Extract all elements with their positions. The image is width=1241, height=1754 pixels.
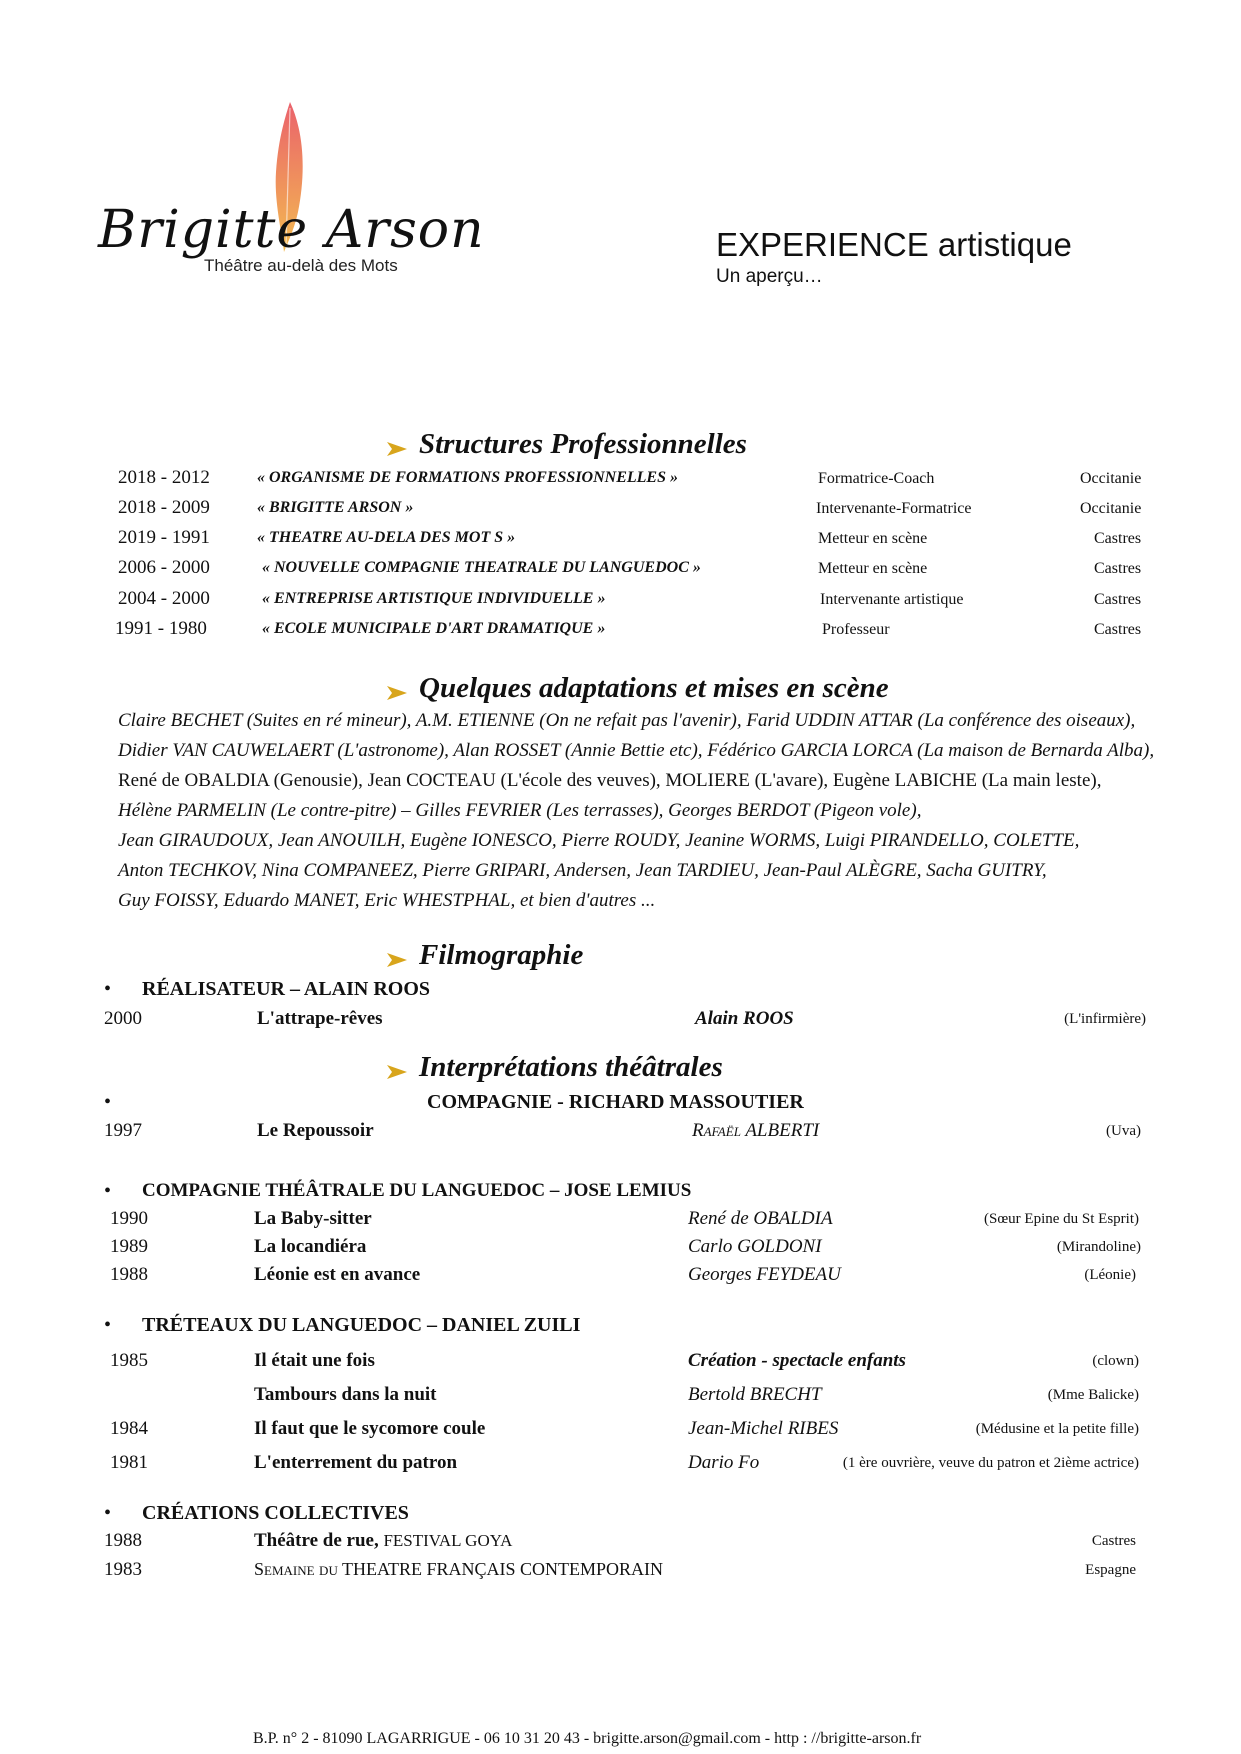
company-heading: COMPAGNIE - RICHARD MASSOUTIER	[427, 1091, 804, 1113]
filmographie-subheading: RÉALISATEUR – ALAIN ROOS	[142, 978, 431, 1000]
structure-role: Professeur	[822, 621, 890, 638]
structure-role: Formatrice-Coach	[818, 470, 935, 487]
play-author: Bertold BRECHT	[688, 1384, 822, 1405]
structure-region: Occitanie	[1080, 470, 1142, 487]
adaptation-line: René de OBALDIA (Genousie), Jean COCTEAU (L'école des veuves), MOLIERE (L'avare), Eugène LABICHE (La main leste),	[118, 770, 1102, 791]
structure-org: « ORGANISME DE FORMATIONS PROFESSIONNELLES »	[257, 469, 678, 486]
play-role: (clown)	[1092, 1353, 1139, 1369]
play-title-extra: FESTIVAL GOYA	[383, 1531, 513, 1550]
bullet-dot: •	[104, 1314, 112, 1336]
company-heading: TRÉTEAUX DU LANGUEDOC – DANIEL ZUILI	[142, 1314, 581, 1336]
play-title: Il était une fois	[254, 1350, 375, 1371]
structure-years: 2018 - 2009	[118, 497, 210, 518]
play-role: (Léonie)	[1084, 1267, 1136, 1283]
structure-region: Occitanie	[1080, 500, 1142, 517]
section-heading-filmographie: Filmographie	[419, 939, 584, 971]
play-author: Georges FEYDEAU	[688, 1264, 841, 1285]
play-year: 1989	[110, 1236, 148, 1257]
play-year: 1988	[110, 1264, 148, 1285]
structure-years: 1991 - 1980	[115, 618, 207, 639]
structure-role: Metteur en scène	[818, 530, 928, 547]
play-location: Castres	[1091, 1533, 1136, 1549]
logo-tagline: Théâtre au-delà des Mots	[204, 256, 398, 275]
structure-org: « NOUVELLE COMPAGNIE THEATRALE DU LANGUEDOC »	[262, 559, 701, 576]
play-location: Espagne	[1085, 1562, 1136, 1578]
film-year: 2000	[104, 1008, 142, 1029]
structure-org: « ECOLE MUNICIPALE D'ART DRAMATIQUE »	[262, 620, 606, 637]
adaptation-line: Hélène PARMELIN (Le contre-pitre) – Gilles FEVRIER (Les terrasses), Georges BERDOT (Pigeon vole),	[118, 800, 922, 821]
arrow-bullet-icon	[387, 951, 409, 969]
adaptation-line: Didier VAN CAUWELAERT (L'astronome), Alan ROSSET (Annie Bettie etc), Fédérico GARCIA LORCA (La maison de Bernarda Alba),	[118, 740, 1155, 761]
play-title: La Baby-sitter	[254, 1208, 372, 1229]
company-heading: CRÉATIONS COLLECTIVES	[142, 1502, 409, 1524]
structure-region: Castres	[1094, 560, 1142, 577]
play-author: Dario Fo	[688, 1452, 760, 1473]
structure-role: Intervenante-Formatrice	[816, 500, 972, 517]
arrow-bullet-icon	[387, 684, 409, 702]
arrow-bullet-icon	[387, 440, 409, 458]
bullet-dot: •	[104, 1502, 112, 1524]
section-heading-structures: Structures Professionnelles	[419, 428, 747, 460]
structure-years: 2018 - 2012	[118, 467, 210, 488]
bullet-dot: •	[104, 1180, 112, 1202]
play-title: La locandiéra	[254, 1236, 367, 1257]
play-author: Jean-Michel RIBES	[688, 1418, 839, 1439]
play-title: Le Repoussoir	[257, 1120, 374, 1141]
structure-org: « BRIGITTE ARSON »	[257, 499, 414, 516]
play-role: (Sœur Epine du St Esprit)	[984, 1211, 1139, 1227]
structure-org: « ENTREPRISE ARTISTIQUE INDIVIDUELLE »	[262, 590, 606, 607]
play-role: (Uva)	[1106, 1123, 1141, 1139]
play-year: 1985	[110, 1350, 148, 1371]
play-title-main: Théâtre de rue,	[254, 1530, 379, 1551]
play-title: Léonie est en avance	[254, 1264, 421, 1285]
structure-org: « THEATRE AU-DELA DES MOT S »	[257, 529, 516, 546]
adaptation-line: Claire BECHET (Suites en ré mineur), A.M. ETIENNE (On ne refait pas l'avenir), Farid UDDIN ATTAR (La conférence des oiseaux),	[118, 710, 1136, 731]
play-year: 1990	[110, 1208, 148, 1229]
play-role: (1 ère ouvrière, veuve du patron et 2ième actrice)	[842, 1455, 1139, 1471]
structure-region: Castres	[1094, 621, 1142, 638]
page-subtitle: Un aperçu…	[716, 266, 823, 287]
play-author: Création - spectacle enfants	[688, 1350, 906, 1371]
play-year: 1983	[104, 1559, 142, 1580]
company-heading: COMPAGNIE THÉÂTRALE DU LANGUEDOC – JOSE LEMIUS	[142, 1180, 692, 1201]
section-heading-adaptations: Quelques adaptations et mises en scène	[419, 672, 889, 704]
play-author: Carlo GOLDONI	[688, 1236, 822, 1257]
play-role: (Mme Balicke)	[1047, 1387, 1139, 1403]
play-title: Semaine du THEATRE FRANÇAIS CONTEMPORAIN	[254, 1559, 664, 1579]
film-title: L'attrape-rêves	[257, 1008, 383, 1029]
film-author: Alain ROOS	[695, 1008, 794, 1029]
adaptation-line: Jean GIRAUDOUX, Jean ANOUILH, Eugène IONESCO, Pierre ROUDY, Jeanine WORMS, Luigi PIRANDELLO, COLETTE,	[118, 830, 1080, 851]
structure-years: 2019 - 1991	[118, 527, 210, 548]
bullet-dot: •	[104, 978, 112, 1000]
play-year: 1997	[104, 1120, 142, 1141]
play-author: Rafaël ALBERTI	[692, 1120, 820, 1141]
play-title: Il faut que le sycomore coule	[254, 1418, 486, 1439]
adaptation-line: Guy FOISSY, Eduardo MANET, Eric WHESTPHAL, et bien d'autres ...	[118, 890, 656, 911]
footer-contact: B.P. n° 2 - 81090 LAGARRIGUE - 06 10 31 20 43 - brigitte.arson@gmail.com - http : //brigitte-arson.fr	[253, 1730, 922, 1747]
page-title: EXPERIENCE artistique	[716, 226, 1072, 263]
play-year: 1984	[110, 1418, 148, 1439]
play-year: 1981	[110, 1452, 148, 1473]
structure-region: Castres	[1094, 530, 1142, 547]
structure-region: Castres	[1094, 591, 1142, 608]
structure-years: 2004 - 2000	[118, 588, 210, 609]
film-role: (L'infirmière)	[1064, 1011, 1146, 1027]
play-role: (Médusine et la petite fille)	[975, 1421, 1139, 1437]
logo-name: Brigitte Arson	[98, 200, 485, 260]
adaptation-line: Anton TECHKOV, Nina COMPANEEZ, Pierre GRIPARI, Andersen, Jean TARDIEU, Jean-Paul ALÈGRE, Sacha GUITRY,	[118, 860, 1047, 881]
play-title: Tambours dans la nuit	[254, 1384, 437, 1405]
structure-role: Metteur en scène	[818, 560, 928, 577]
section-heading-interpretations: Interprétations théâtrales	[419, 1051, 723, 1083]
arrow-bullet-icon	[387, 1063, 409, 1081]
structure-years: 2006 - 2000	[118, 557, 210, 578]
play-role: (Mirandoline)	[1056, 1239, 1141, 1255]
play-year: 1988	[104, 1530, 142, 1551]
bullet-dot: •	[104, 1091, 112, 1113]
play-title	[254, 1530, 512, 1552]
play-author: René de OBALDIA	[688, 1208, 833, 1229]
play-title: L'enterrement du patron	[254, 1452, 458, 1473]
structure-role: Intervenante artistique	[820, 591, 964, 608]
